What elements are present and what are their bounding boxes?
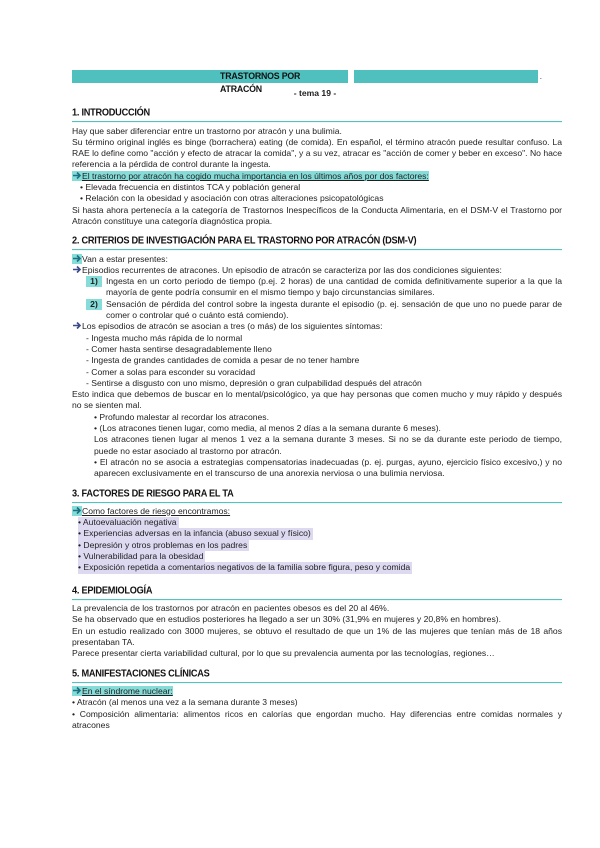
item-text: Ingesta en un corto periodo de tiempo (p.ej. 2 horas) de una cantidad de comida definitivamente superior a la que la mayoría de gente podría consumir en el mismo tiempo y bajo circunstancias similares.	[106, 276, 562, 298]
list-item: • Experiencias adversas en la infancia (abuso sexual y físico)	[78, 528, 311, 539]
section-heading-introduccion: 1. INTRODUCCIÓN	[72, 107, 562, 122]
paragraph: Los atracones tienen lugar al menos 1 vez a la semana durante 3 meses. Si no se da durante este periodo de tiempo, puede no estar asociado al trastorno por atracón.	[94, 434, 562, 456]
list-item: - Sentirse a disgusto con uno mismo, depresión o gran culpabilidad después del atracón	[86, 377, 422, 388]
item-text: Sensación de pérdida del control sobre la ingesta durante el episodio (p. ej. sensación de que uno no puede parar de comer o controlar qué o cuánto está comiendo).	[106, 298, 562, 321]
arrow-right-icon	[72, 686, 82, 696]
paragraph: Se ha observado que en estudios posteriores ha llegado a ser un 30% (31,9% en mujeres y 20,8% en hombres).	[72, 614, 501, 625]
paragraph: Si hasta ahora pertenecía a la categoría de Trastornos Inespecíficos de la Conducta Alimentaria, en el DSM-V el Trastorno por Atracón constituye una categoría diagnóstica propia.	[72, 204, 562, 226]
paragraph: Esto indica que debemos de buscar en lo mental/psicológico, ya que hay personas que comen mucho y muy rápido y después no se sienten mal.	[72, 389, 562, 411]
title-bar-left	[72, 70, 214, 83]
arrow-right-icon	[72, 321, 82, 331]
title-bar-right	[354, 70, 537, 83]
section-heading-criterios: 2. CRITERIOS DE INVESTIGACIÓN PARA EL TRASTORNO POR ATRACÓN (DSM-V)	[72, 235, 562, 250]
paragraph: La prevalencia de los trastornos por atracón en pacientes obesos es del 20 al 46%.	[72, 603, 390, 614]
lead-text: Los episodios de atracón se asocian a tres (o más) de los siguientes síntomas:	[82, 321, 383, 332]
lead-line	[72, 254, 562, 265]
lead-text: En el síndrome nuclear:	[82, 685, 173, 696]
item-number: 1)	[86, 276, 102, 287]
page-title: TRASTORNOS POR ATRACÓN	[214, 70, 348, 83]
arrow-right-icon	[72, 171, 82, 181]
section-heading-factores: 3. FACTORES DE RIESGO PARA EL TA	[72, 488, 562, 503]
lead-text: Van a estar presentes:	[82, 253, 168, 264]
list-item: • El atracón no se asocia a estrategias compensatorias inadecuadas (p. ej. purgas, ayuno, ejercicio físico excesivo,) y no aparecen exclusivamente en el transcurso de una anorexia nerviosa o una bulimia nerviosa.	[94, 456, 562, 479]
lead-text: Episodios recurrentes de atracones. Un episodio de atracón se caracteriza por las dos condiciones siguientes:	[82, 264, 502, 275]
page-subtitle: - tema 19 -	[293, 88, 337, 98]
risk-factor-list	[78, 517, 412, 573]
lead-line	[72, 506, 562, 517]
list-item: • Autoevaluación negativa	[78, 517, 177, 528]
list-item: - Ingesta mucho más rápida de lo normal	[86, 332, 243, 343]
title-suffix: .	[539, 71, 542, 81]
section-heading-manifestaciones: 5. MANIFESTACIONES CLÍNICAS	[72, 668, 562, 683]
list-item: • Profundo malestar al recordar los atracones.	[94, 411, 269, 422]
highlight-text: El trastorno por atracón ha cogido mucha importancia en los últimos años por dos factores:	[82, 170, 429, 181]
paragraph: Su término original inglés es binge (borrachera) eating (de comida). En español, el término atracón puede resultar confuso. La RAE lo define como "acción y efecto de atracar la comida", y a su vez, atracar es "acción de comer y beber en exceso". No hace referencia a la pérdida de control durante la ingesta.	[72, 136, 562, 170]
list-item: - Ingesta de grandes cantidades de comida a pesar de no tener hambre	[86, 355, 360, 366]
numbered-item	[72, 299, 562, 322]
paragraph: Hay que saber diferenciar entre un trastorno por atracón y una bulimia.	[72, 125, 342, 136]
paragraph: En un estudio realizado con 3000 mujeres, se obtuvo el resultado de que un 1% de las mujeres que tenían más de 18 años presentaban TA.	[72, 625, 562, 648]
section-heading-epidemiologia: 4. EPIDEMIOLOGÍA	[72, 585, 562, 600]
list-item: • Vulnerabilidad para la obesidad	[78, 550, 204, 561]
list-item: • Elevada frecuencia en distintos TCA y población general	[80, 182, 301, 193]
arrow-right-icon	[72, 265, 82, 275]
numbered-item	[72, 276, 562, 299]
lead-line	[72, 321, 562, 332]
lead-line	[72, 686, 562, 697]
paragraph: Parece presentar cierta variabilidad cultural, por lo que su prevalencia aumenta por las tecnologías, regiones…	[72, 648, 495, 659]
paragraph: • Composición alimentaria: alimentos ricos en calorías que engordan mucho. Hay diferencias entre comidas normales y atracones	[72, 708, 562, 730]
arrow-right-icon	[72, 506, 82, 516]
lead-text: Como factores de riesgo encontramos:	[82, 505, 231, 516]
arrow-right-icon	[72, 254, 82, 264]
paragraph: • Atracón (al menos una vez a la semana durante 3 meses)	[72, 697, 298, 708]
item-number: 2)	[86, 299, 102, 310]
highlight-line	[72, 171, 562, 182]
list-item: • Depresión y otros problemas en los padres	[78, 539, 248, 550]
list-item: - Comer hasta sentirse desagradablemente lleno	[86, 343, 272, 354]
list-item: - Comer a solas para esconder su voracidad	[86, 366, 256, 377]
lead-line	[72, 265, 562, 276]
list-item: • Relación con la obesidad y asociación con otras alteraciones psicopatológicas	[80, 193, 384, 204]
list-item: • (Los atracones tienen lugar, como media, al menos 2 días a la semana durante 6 meses).	[94, 423, 441, 434]
list-item: • Exposición repetida a comentarios negativos de la familia sobre figura, peso y comida	[78, 562, 411, 573]
